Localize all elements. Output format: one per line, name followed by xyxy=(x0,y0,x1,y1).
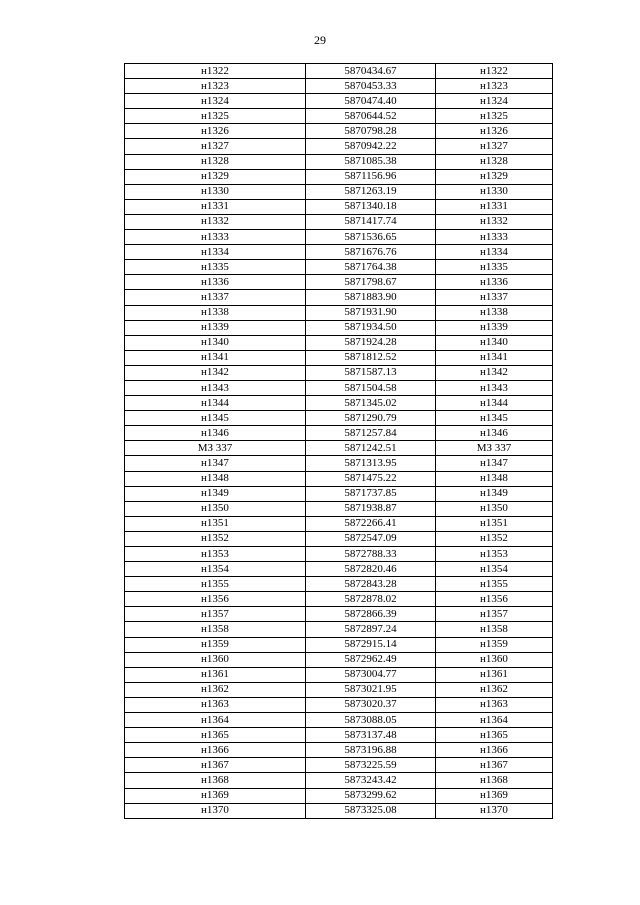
point-name-cell: н1339 xyxy=(125,320,306,335)
table-row xyxy=(125,501,553,516)
point-name-repeat-cell: н1356 xyxy=(436,592,553,607)
coordinate-value-cell: 5871263.19 xyxy=(306,184,436,199)
point-name-repeat-cell: н1351 xyxy=(436,516,553,531)
point-name-repeat-cell: н1336 xyxy=(436,275,553,290)
point-name-cell: н1335 xyxy=(125,260,306,275)
point-name-repeat-cell: н1322 xyxy=(436,64,553,79)
point-name-cell: н1349 xyxy=(125,486,306,501)
point-name-repeat-cell: н1363 xyxy=(436,697,553,712)
table-row xyxy=(125,788,553,803)
table-row xyxy=(125,758,553,773)
point-name-cell: н1348 xyxy=(125,471,306,486)
table-row xyxy=(125,139,553,154)
coordinate-value-cell: 5871587.13 xyxy=(306,365,436,380)
coordinates-table xyxy=(124,63,553,819)
coordinate-value-cell: 5871536.65 xyxy=(306,230,436,245)
table-row xyxy=(125,260,553,275)
point-name-repeat-cell: н1359 xyxy=(436,637,553,652)
table-row xyxy=(125,803,553,818)
point-name-cell: н1365 xyxy=(125,728,306,743)
coordinate-value-cell: 5870434.67 xyxy=(306,64,436,79)
point-name-repeat-cell: н1352 xyxy=(436,531,553,546)
point-name-cell: н1355 xyxy=(125,577,306,592)
table-row xyxy=(125,713,553,728)
point-name-cell: н1326 xyxy=(125,124,306,139)
coordinate-value-cell: 5873088.05 xyxy=(306,713,436,728)
point-name-cell: н1366 xyxy=(125,743,306,758)
point-name-repeat-cell: н1357 xyxy=(436,607,553,622)
point-name-repeat-cell: н1335 xyxy=(436,260,553,275)
coordinate-value-cell: 5871313.95 xyxy=(306,456,436,471)
coordinate-value-cell: 5871345.02 xyxy=(306,396,436,411)
point-name-cell: н1368 xyxy=(125,773,306,788)
point-name-cell: МЗ 337 xyxy=(125,441,306,456)
point-name-repeat-cell: н1341 xyxy=(436,350,553,365)
point-name-repeat-cell: н1329 xyxy=(436,169,553,184)
coordinate-value-cell: 5871290.79 xyxy=(306,411,436,426)
point-name-cell: н1337 xyxy=(125,290,306,305)
table-row xyxy=(125,562,553,577)
table-row xyxy=(125,547,553,562)
point-name-repeat-cell: н1350 xyxy=(436,501,553,516)
point-name-cell: н1343 xyxy=(125,380,306,395)
point-name-cell: н1331 xyxy=(125,199,306,214)
coordinate-value-cell: 5871798.67 xyxy=(306,275,436,290)
table-row xyxy=(125,305,553,320)
coordinate-value-cell: 5873243.42 xyxy=(306,773,436,788)
table-row xyxy=(125,516,553,531)
point-name-repeat-cell: н1355 xyxy=(436,577,553,592)
coordinate-value-cell: 5872266.41 xyxy=(306,516,436,531)
point-name-cell: н1336 xyxy=(125,275,306,290)
point-name-cell: н1352 xyxy=(125,531,306,546)
point-name-repeat-cell: н1343 xyxy=(436,380,553,395)
point-name-cell: н1362 xyxy=(125,682,306,697)
table-row xyxy=(125,245,553,260)
table-row xyxy=(125,486,553,501)
coordinate-value-cell: 5870474.40 xyxy=(306,94,436,109)
point-name-cell: н1361 xyxy=(125,667,306,682)
point-name-cell: н1354 xyxy=(125,562,306,577)
point-name-cell: н1363 xyxy=(125,697,306,712)
point-name-cell: н1332 xyxy=(125,214,306,229)
table-row xyxy=(125,682,553,697)
point-name-cell: н1334 xyxy=(125,245,306,260)
point-name-cell: н1341 xyxy=(125,350,306,365)
point-name-cell: н1359 xyxy=(125,637,306,652)
coordinate-value-cell: 5871883.90 xyxy=(306,290,436,305)
table-row xyxy=(125,275,553,290)
table-row xyxy=(125,320,553,335)
point-name-cell: н1323 xyxy=(125,79,306,94)
point-name-repeat-cell: н1353 xyxy=(436,547,553,562)
page-number: 29 xyxy=(314,33,326,47)
point-name-cell: н1357 xyxy=(125,607,306,622)
point-name-cell: н1347 xyxy=(125,456,306,471)
table-row xyxy=(125,64,553,79)
coordinate-value-cell: 5871475.22 xyxy=(306,471,436,486)
table-row xyxy=(125,199,553,214)
table-row xyxy=(125,577,553,592)
coordinate-value-cell: 5871812.52 xyxy=(306,350,436,365)
coordinate-value-cell: 5872878.02 xyxy=(306,592,436,607)
point-name-repeat-cell: н1362 xyxy=(436,682,553,697)
table-row xyxy=(125,290,553,305)
coordinate-value-cell: 5871085.38 xyxy=(306,154,436,169)
point-name-cell: н1328 xyxy=(125,154,306,169)
point-name-repeat-cell: н1354 xyxy=(436,562,553,577)
point-name-repeat-cell: н1338 xyxy=(436,305,553,320)
table-row xyxy=(125,411,553,426)
point-name-cell: н1325 xyxy=(125,109,306,124)
point-name-repeat-cell: н1368 xyxy=(436,773,553,788)
point-name-repeat-cell: н1324 xyxy=(436,94,553,109)
table-row xyxy=(125,667,553,682)
point-name-repeat-cell: н1364 xyxy=(436,713,553,728)
point-name-repeat-cell: н1366 xyxy=(436,743,553,758)
coordinate-value-cell: 5871504.58 xyxy=(306,380,436,395)
point-name-cell: н1367 xyxy=(125,758,306,773)
table-row xyxy=(125,592,553,607)
coordinate-value-cell: 5872547.09 xyxy=(306,531,436,546)
table-row xyxy=(125,728,553,743)
coordinate-value-cell: 5871257.84 xyxy=(306,426,436,441)
coordinate-value-cell: 5871924.28 xyxy=(306,335,436,350)
coordinate-value-cell: 5871417.74 xyxy=(306,214,436,229)
table-row xyxy=(125,426,553,441)
point-name-cell: н1324 xyxy=(125,94,306,109)
point-name-cell: н1342 xyxy=(125,365,306,380)
point-name-repeat-cell: н1358 xyxy=(436,622,553,637)
point-name-repeat-cell: н1365 xyxy=(436,728,553,743)
point-name-cell: н1344 xyxy=(125,396,306,411)
table-row xyxy=(125,230,553,245)
coordinate-value-cell: 5873137.48 xyxy=(306,728,436,743)
point-name-repeat-cell: МЗ 337 xyxy=(436,441,553,456)
point-name-cell: н1327 xyxy=(125,139,306,154)
coordinate-value-cell: 5871242.51 xyxy=(306,441,436,456)
point-name-repeat-cell: н1331 xyxy=(436,199,553,214)
point-name-repeat-cell: н1342 xyxy=(436,365,553,380)
coordinate-value-cell: 5871340.18 xyxy=(306,199,436,214)
table-row xyxy=(125,622,553,637)
coordinate-value-cell: 5873021.95 xyxy=(306,682,436,697)
coordinate-value-cell: 5872866.39 xyxy=(306,607,436,622)
point-name-cell: н1345 xyxy=(125,411,306,426)
point-name-cell: н1340 xyxy=(125,335,306,350)
coordinate-value-cell: 5870453.33 xyxy=(306,79,436,94)
coordinate-value-cell: 5871931.90 xyxy=(306,305,436,320)
point-name-repeat-cell: н1325 xyxy=(436,109,553,124)
table-row xyxy=(125,124,553,139)
table-row xyxy=(125,652,553,667)
table-row xyxy=(125,94,553,109)
coordinate-value-cell: 5872820.46 xyxy=(306,562,436,577)
point-name-repeat-cell: н1330 xyxy=(436,184,553,199)
point-name-repeat-cell: н1326 xyxy=(436,124,553,139)
point-name-repeat-cell: н1345 xyxy=(436,411,553,426)
table-body xyxy=(125,64,553,819)
coordinate-value-cell: 5873020.37 xyxy=(306,697,436,712)
point-name-repeat-cell: н1369 xyxy=(436,788,553,803)
point-name-cell: н1330 xyxy=(125,184,306,199)
coordinate-value-cell: 5873225.59 xyxy=(306,758,436,773)
point-name-cell: н1356 xyxy=(125,592,306,607)
point-name-repeat-cell: н1333 xyxy=(436,230,553,245)
point-name-repeat-cell: н1360 xyxy=(436,652,553,667)
point-name-repeat-cell: н1327 xyxy=(436,139,553,154)
point-name-repeat-cell: н1323 xyxy=(436,79,553,94)
point-name-repeat-cell: н1344 xyxy=(436,396,553,411)
coordinate-value-cell: 5873299.62 xyxy=(306,788,436,803)
point-name-cell: н1329 xyxy=(125,169,306,184)
coordinate-value-cell: 5872788.33 xyxy=(306,547,436,562)
point-name-repeat-cell: н1370 xyxy=(436,803,553,818)
table-row xyxy=(125,184,553,199)
point-name-repeat-cell: н1337 xyxy=(436,290,553,305)
point-name-repeat-cell: н1348 xyxy=(436,471,553,486)
coordinate-value-cell: 5871938.87 xyxy=(306,501,436,516)
coordinate-value-cell: 5872915.14 xyxy=(306,637,436,652)
point-name-cell: н1369 xyxy=(125,788,306,803)
point-name-cell: н1333 xyxy=(125,230,306,245)
point-name-repeat-cell: н1346 xyxy=(436,426,553,441)
table-row xyxy=(125,743,553,758)
table-row xyxy=(125,607,553,622)
table-row xyxy=(125,471,553,486)
table-row xyxy=(125,109,553,124)
coordinate-value-cell: 5870644.52 xyxy=(306,109,436,124)
table-row xyxy=(125,396,553,411)
point-name-repeat-cell: н1349 xyxy=(436,486,553,501)
coordinate-value-cell: 5871676.76 xyxy=(306,245,436,260)
point-name-repeat-cell: н1334 xyxy=(436,245,553,260)
table-row xyxy=(125,335,553,350)
coordinate-value-cell: 5871737.85 xyxy=(306,486,436,501)
table-row xyxy=(125,773,553,788)
point-name-cell: н1353 xyxy=(125,547,306,562)
point-name-repeat-cell: н1339 xyxy=(436,320,553,335)
point-name-cell: н1360 xyxy=(125,652,306,667)
coordinate-value-cell: 5871764.38 xyxy=(306,260,436,275)
point-name-cell: н1338 xyxy=(125,305,306,320)
point-name-cell: н1370 xyxy=(125,803,306,818)
table-row xyxy=(125,214,553,229)
coordinate-value-cell: 5872843.28 xyxy=(306,577,436,592)
table-row xyxy=(125,637,553,652)
coordinate-value-cell: 5872897.24 xyxy=(306,622,436,637)
coordinate-value-cell: 5870798.28 xyxy=(306,124,436,139)
point-name-repeat-cell: н1332 xyxy=(436,214,553,229)
point-name-repeat-cell: н1340 xyxy=(436,335,553,350)
point-name-cell: н1322 xyxy=(125,64,306,79)
table-row xyxy=(125,154,553,169)
point-name-cell: н1346 xyxy=(125,426,306,441)
table-row xyxy=(125,350,553,365)
table-row xyxy=(125,697,553,712)
point-name-repeat-cell: н1347 xyxy=(436,456,553,471)
coordinate-value-cell: 5872962.49 xyxy=(306,652,436,667)
coordinate-value-cell: 5873325.08 xyxy=(306,803,436,818)
table-row xyxy=(125,531,553,546)
point-name-cell: н1364 xyxy=(125,713,306,728)
table-row xyxy=(125,79,553,94)
point-name-cell: н1350 xyxy=(125,501,306,516)
point-name-cell: н1351 xyxy=(125,516,306,531)
table-row xyxy=(125,380,553,395)
point-name-repeat-cell: н1367 xyxy=(436,758,553,773)
table-row xyxy=(125,365,553,380)
table-row xyxy=(125,441,553,456)
coordinate-value-cell: 5871156.96 xyxy=(306,169,436,184)
table-row xyxy=(125,169,553,184)
coordinate-value-cell: 5873196.88 xyxy=(306,743,436,758)
coordinate-value-cell: 5873004.77 xyxy=(306,667,436,682)
coordinate-value-cell: 5871934.50 xyxy=(306,320,436,335)
point-name-repeat-cell: н1328 xyxy=(436,154,553,169)
point-name-cell: н1358 xyxy=(125,622,306,637)
point-name-repeat-cell: н1361 xyxy=(436,667,553,682)
coordinate-value-cell: 5870942.22 xyxy=(306,139,436,154)
table-row xyxy=(125,456,553,471)
